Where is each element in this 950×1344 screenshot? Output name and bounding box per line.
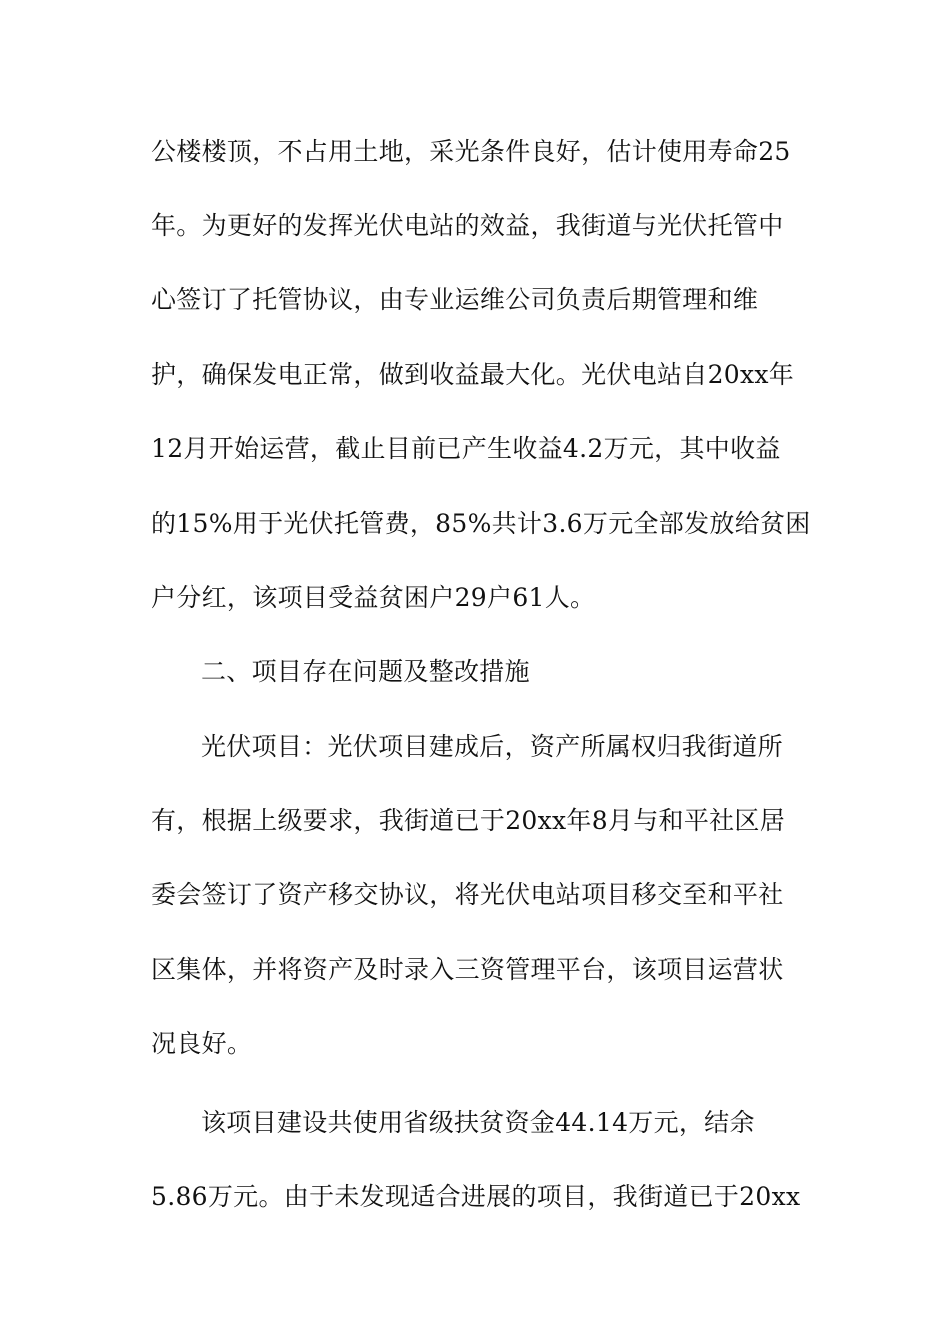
- text-line: 的15%用于光伏托管费，85%共计3.6万元全部发放给贫困: [151, 509, 811, 538]
- text-line: 况良好。: [151, 1029, 253, 1058]
- text-line: 有，根据上级要求，我街道已于20xx年8月与和平社区居: [151, 806, 786, 835]
- text-line: 护，确保发电正常，做到收益最大化。光伏电站自20xx年: [151, 360, 795, 389]
- text-line: 公楼楼顶，不占用土地，采光条件良好，估计使用寿命25: [151, 137, 791, 166]
- text-line: 委会签订了资产移交协议，将光伏电站项目移交至和平社: [151, 880, 784, 909]
- text-line: 5.86万元。由于未发现适合进展的项目，我街道已于20xx: [151, 1182, 801, 1211]
- text-line: 年。为更好的发挥光伏电站的效益，我街道与光伏托管中: [151, 211, 784, 240]
- text-line: 该项目建设共使用省级扶贫资金44.14万元，结余: [201, 1108, 755, 1137]
- text-line: 心签订了托管协议，由专业运维公司负责后期管理和维: [151, 285, 759, 314]
- section-heading: 二、项目存在问题及整改措施: [201, 657, 530, 686]
- text-line: 光伏项目：光伏项目建成后，资产所属权归我街道所: [201, 732, 783, 761]
- text-line: 区集体，并将资产及时录入三资管理平台，该项目运营状: [151, 955, 784, 984]
- text-line: 12月开始运营，截止目前已产生收益4.2万元，其中收益: [151, 434, 781, 463]
- text-line: 户分红，该项目受益贫困户29户61人。: [151, 583, 596, 612]
